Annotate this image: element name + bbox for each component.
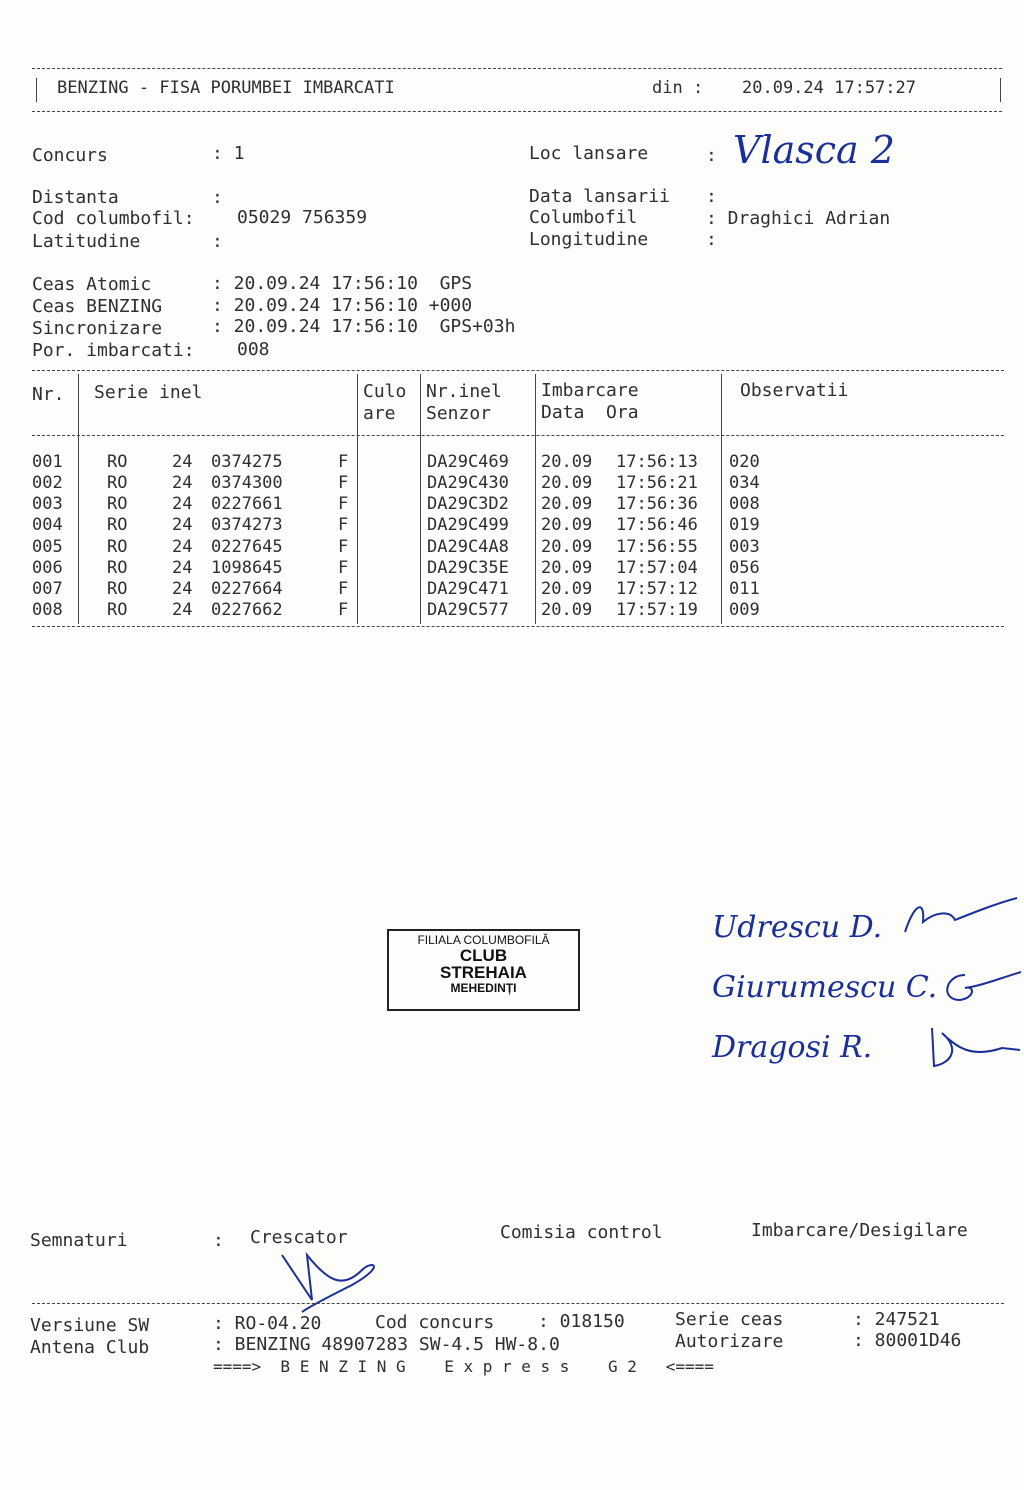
cell-ring: 0227645	[211, 537, 283, 557]
date-value: 20.09.24 17:57:27	[742, 78, 916, 98]
header-bottom-rule	[32, 111, 1002, 112]
header-nr-inel-2: Senzor	[426, 403, 492, 424]
header-imbarcare-1: Imbarcare	[541, 380, 639, 401]
cell-date: 20.09	[541, 452, 593, 472]
columbofil-value: : Draghici Adrian	[706, 208, 891, 229]
cell-nr: 008	[32, 600, 63, 620]
cell-time: 17:57:12	[616, 579, 698, 599]
autorizare-label: Autorizare	[675, 1331, 784, 1352]
cell-nr: 004	[32, 515, 63, 535]
header-observatii: Observatii	[740, 380, 849, 401]
semnaturi-label: Semnaturi	[30, 1230, 128, 1251]
imbarcare-desigilare-label: Imbarcare/Desigilare	[751, 1220, 968, 1241]
cell-date: 20.09	[541, 558, 593, 578]
comisia-control-label: Comisia control	[500, 1222, 663, 1243]
header-serie-inel: Serie inel	[94, 382, 203, 403]
ceas-atomic-value: : 20.09.24 17:56:10 GPS	[212, 273, 473, 294]
cell-nr: 005	[32, 537, 63, 557]
stamp-line-3: STREHAIA	[440, 963, 527, 983]
cell-ring: 0374273	[211, 515, 283, 535]
cell-sensor: DA29C35E	[427, 558, 509, 578]
cell-country: RO	[107, 579, 128, 599]
cell-nr: 003	[32, 494, 63, 514]
cell-country: RO	[107, 515, 128, 535]
signature-2-icon	[935, 960, 1023, 1010]
cod-columbofil-label: Cod columbofil:	[32, 208, 195, 229]
header-nr: Nr.	[32, 384, 65, 405]
cell-country: RO	[107, 600, 128, 620]
table-header-rule	[32, 435, 1004, 436]
table-row	[0, 600, 1024, 621]
signature-3-icon	[922, 1018, 1022, 1073]
cell-sex: F	[338, 600, 349, 620]
data-lansarii-value: :	[706, 186, 717, 207]
cell-sex: F	[338, 537, 349, 557]
cell-sensor: DA29C4A8	[427, 537, 509, 557]
semnaturi-sep: :	[213, 1230, 224, 1251]
cell-obs: 034	[729, 473, 760, 493]
cell-time: 17:56:13	[616, 452, 698, 472]
stamp-line-2: CLUB	[459, 945, 508, 965]
cell-date: 20.09	[541, 494, 593, 514]
cell-sensor: DA29C471	[427, 579, 509, 599]
table-row	[0, 452, 1024, 473]
cell-sex: F	[338, 558, 349, 578]
table-top-rule	[32, 370, 1004, 371]
table-row	[0, 537, 1024, 558]
cell-obs: 008	[729, 494, 760, 514]
handwritten-name-1: Udrescu D.	[712, 910, 883, 945]
cell-date: 20.09	[541, 600, 593, 620]
signature-1-icon	[895, 892, 1020, 942]
cell-country: RO	[107, 473, 128, 493]
cell-year: 24	[172, 452, 193, 472]
versiune-sw-value: : RO-04.20	[213, 1313, 322, 1334]
cell-sex: F	[338, 473, 349, 493]
cell-year: 24	[172, 600, 193, 620]
cell-time: 17:56:46	[616, 515, 698, 535]
cell-time: 17:57:19	[616, 600, 698, 620]
header-nr-inel-1: Nr.inel	[426, 381, 502, 402]
cell-ring: 0227664	[211, 579, 283, 599]
cell-country: RO	[107, 558, 128, 578]
loc-lansare-label: Loc lansare	[529, 143, 649, 164]
footer-rule	[32, 1303, 1004, 1304]
ceas-benzing-value: : 20.09.24 17:56:10 +000	[212, 295, 473, 316]
header-left-bar	[36, 78, 37, 102]
cell-ring: 0374300	[211, 473, 283, 493]
ceas-atomic-label: Ceas Atomic	[32, 274, 152, 295]
cell-sex: F	[338, 452, 349, 472]
loc-lansare-handwritten: Vlasca 2	[733, 128, 895, 172]
cell-year: 24	[172, 558, 193, 578]
cell-ring: 0227661	[211, 494, 283, 514]
cell-obs: 019	[729, 515, 760, 535]
cell-ring: 1098645	[211, 558, 283, 578]
cell-sensor: DA29C3D2	[427, 494, 509, 514]
cell-date: 20.09	[541, 473, 593, 493]
serie-ceas-value: : 247521	[853, 1309, 940, 1330]
cell-date: 20.09	[541, 537, 593, 557]
header-imbarcare-2: Data Ora	[541, 402, 639, 423]
antena-club-label: Antena Club	[30, 1337, 150, 1358]
date-label: din :	[652, 78, 704, 98]
cell-sensor: DA29C499	[427, 515, 509, 535]
antena-club-value: : BENZING 48907283 SW-4.5 HW-8.0	[213, 1334, 560, 1355]
cell-country: RO	[107, 452, 128, 472]
cell-nr: 001	[32, 452, 63, 472]
stamp-line-1: FILIALA COLUMBOFILĂ	[417, 933, 550, 947]
data-lansarii-label: Data lansarii	[529, 186, 670, 207]
cell-time: 17:56:55	[616, 537, 698, 557]
cell-ring: 0374275	[211, 452, 283, 472]
cell-sex: F	[338, 515, 349, 535]
cell-time: 17:56:21	[616, 473, 698, 493]
handwritten-name-2: Giurumescu C.	[712, 970, 938, 1005]
stamp-line-4: MEHEDINȚI	[450, 981, 517, 996]
cell-date: 20.09	[541, 515, 593, 535]
header-culoare-1: Culo	[363, 381, 407, 402]
cell-year: 24	[172, 579, 193, 599]
header-right-bar	[1000, 78, 1001, 102]
concurs-label: Concurs	[32, 145, 108, 166]
autorizare-value: : 80001D46	[853, 1330, 962, 1351]
cod-columbofil-value: 05029 756359	[237, 207, 368, 228]
por-imbarcati-value: 008	[237, 339, 270, 360]
cell-ring: 0227662	[211, 600, 283, 620]
loc-lansare-sep: :	[706, 145, 717, 166]
table-row	[0, 579, 1024, 600]
cell-year: 24	[172, 537, 193, 557]
distanta-label: Distanta	[32, 187, 119, 208]
handwritten-name-3: Dragosi R.	[712, 1030, 873, 1065]
table-row	[0, 558, 1024, 579]
document-title: BENZING - FISA PORUMBEI IMBARCATI	[57, 78, 395, 98]
ceas-benzing-label: Ceas BENZING	[32, 296, 163, 317]
concurs-value: : 1	[212, 143, 245, 164]
cod-concurs-label: Cod concurs	[375, 1312, 495, 1333]
table-row	[0, 494, 1024, 515]
cell-obs: 009	[729, 600, 760, 620]
cell-date: 20.09	[541, 579, 593, 599]
serie-ceas-label: Serie ceas	[675, 1309, 784, 1330]
cell-nr: 002	[32, 473, 63, 493]
crescator-label: Crescator	[250, 1227, 348, 1248]
latitudine-value: :	[212, 231, 223, 252]
cell-sensor: DA29C430	[427, 473, 509, 493]
versiune-sw-label: Versiune SW	[30, 1315, 150, 1336]
table-bottom-rule	[32, 626, 1004, 627]
cell-year: 24	[172, 473, 193, 493]
longitudine-value: :	[706, 229, 717, 250]
por-imbarcati-label: Por. imbarcati:	[32, 340, 195, 361]
sincronizare-value: : 20.09.24 17:56:10 GPS+03h	[212, 316, 516, 337]
benzing-express-banner: ====> B E N Z I N G E x p r e s s G 2 <====	[213, 1357, 714, 1376]
latitudine-label: Latitudine	[32, 231, 141, 252]
sincronizare-label: Sincronizare	[32, 318, 163, 339]
cell-sex: F	[338, 579, 349, 599]
cell-obs: 056	[729, 558, 760, 578]
cod-concurs-value: : 018150	[538, 1311, 625, 1332]
cell-year: 24	[172, 515, 193, 535]
crescator-signature-icon	[272, 1250, 392, 1315]
longitudine-label: Longitudine	[529, 229, 649, 250]
distanta-value: :	[212, 187, 223, 208]
cell-nr: 006	[32, 558, 63, 578]
cell-sensor: DA29C577	[427, 600, 509, 620]
cell-obs: 020	[729, 452, 760, 472]
cell-sensor: DA29C469	[427, 452, 509, 472]
cell-obs: 003	[729, 537, 760, 557]
cell-year: 24	[172, 494, 193, 514]
cell-sex: F	[338, 494, 349, 514]
cell-time: 17:57:04	[616, 558, 698, 578]
cell-obs: 011	[729, 579, 760, 599]
header-culoare-2: are	[363, 403, 396, 424]
cell-country: RO	[107, 537, 128, 557]
table-row	[0, 473, 1024, 494]
header-top-rule	[32, 68, 1002, 69]
cell-country: RO	[107, 494, 128, 514]
cell-nr: 007	[32, 579, 63, 599]
club-stamp	[387, 929, 580, 1011]
columbofil-label: Columbofil	[529, 207, 638, 228]
table-row	[0, 515, 1024, 536]
cell-time: 17:56:36	[616, 494, 698, 514]
